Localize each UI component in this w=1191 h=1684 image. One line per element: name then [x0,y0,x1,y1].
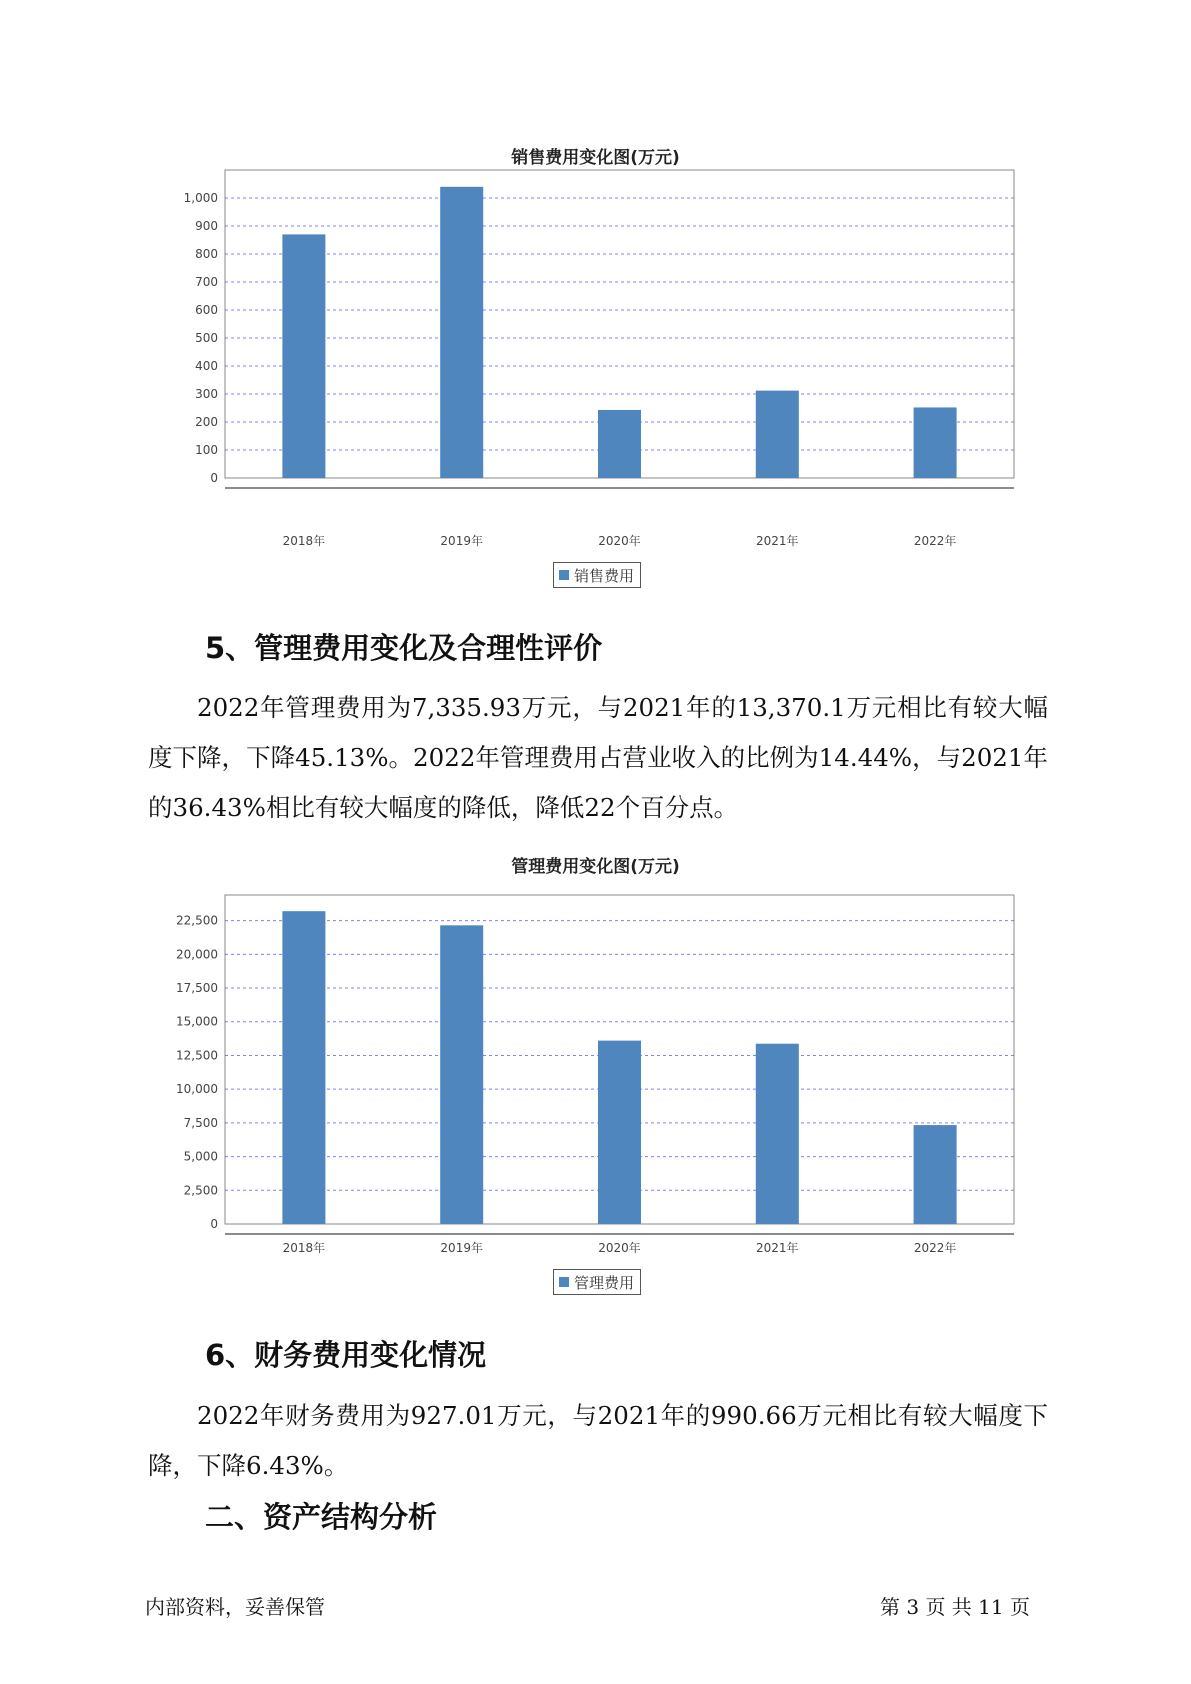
footer-page-number: 第 3 页 共 11 页 [880,1595,1030,1619]
x-tick-label: 2019年 [440,534,483,548]
section-heading-financial-expense: 6、财务费用变化情况 [205,1338,487,1372]
management-expense-chart [0,880,1191,1260]
y-tick-label: 12,500 [176,1048,218,1063]
y-tick-label: 15,000 [176,1014,218,1029]
paragraph-management-expense: 2022年管理费用为7,335.93万元，与2021年的13,370.1万元相比有较大幅度下降，下降45.13%。2022年管理费用占营业收入的比例为14.44%，与2021年的36.43%相比有较大幅度的降低，降低22个百分点。 [148,693,1048,822]
y-tick-label: 20,000 [176,947,218,962]
x-tick-label: 2022年 [913,534,957,548]
x-tick-label: 2022年 [913,1241,957,1255]
y-tick-label: 800 [195,247,218,261]
x-tick-label: 2020年 [598,1241,641,1255]
y-tick-label: 900 [195,219,218,233]
bar-2022年 [914,407,957,478]
bar-2020年 [598,410,641,478]
chart-title-sales-expense: 销售费用变化图(万元) [511,148,680,168]
y-tick-label: 100 [195,443,218,457]
section-heading-management-expense: 5、管理费用变化及合理性评价 [205,631,603,665]
y-tick-label: 0 [210,1217,218,1231]
y-tick-label: 700 [195,275,218,289]
sales-expense-chart [0,170,1191,565]
y-tick-label: 200 [195,415,218,429]
x-tick-label: 2020年 [598,534,641,548]
x-tick-label: 2021年 [756,534,799,548]
x-tick-label: 2021年 [756,1241,799,1255]
y-tick-label: 5,000 [183,1149,218,1164]
y-tick-label: 500 [195,331,218,345]
bar-2019年 [440,187,483,478]
legend-swatch [559,570,569,580]
footer-confidential: 内部资料，妥善保管 [145,1595,325,1619]
y-tick-label: 10,000 [176,1082,218,1097]
y-tick-label: 0 [210,471,218,485]
chart-legend-sales-expense [553,562,641,588]
y-tick-label: 17,500 [176,981,218,996]
section-heading-asset-structure: 二、资产结构分析 [205,1500,438,1534]
y-tick-label: 2,500 [183,1183,218,1198]
bar-2021年 [756,1044,799,1224]
x-tick-label: 2019年 [440,1241,483,1255]
bar-2018年 [282,911,325,1224]
y-tick-label: 300 [195,387,218,401]
bar-2018年 [282,234,325,478]
bar-2022年 [914,1125,957,1224]
chart-legend-management-expense [553,1269,641,1295]
bar-2021年 [756,391,799,478]
y-tick-label: 1,000 [183,191,218,205]
bar-2019年 [440,925,483,1224]
x-tick-label: 2018年 [282,534,326,548]
legend-label: 管理费用 [574,1273,635,1292]
legend-label: 销售费用 [574,566,635,585]
y-tick-label: 400 [195,359,218,373]
x-tick-label: 2018年 [282,1241,326,1255]
paragraph-financial-expense: 2022年财务费用为927.01万元，与2021年的990.66万元相比有较大幅度下降，下降6.43%。 [148,1401,1048,1480]
legend-swatch [559,1277,569,1287]
bar-2020年 [598,1041,641,1224]
y-tick-label: 600 [195,303,218,317]
y-tick-label: 22,500 [176,913,218,928]
chart-title-management-expense: 管理费用变化图(万元) [511,857,680,877]
y-tick-label: 7,500 [183,1115,218,1130]
